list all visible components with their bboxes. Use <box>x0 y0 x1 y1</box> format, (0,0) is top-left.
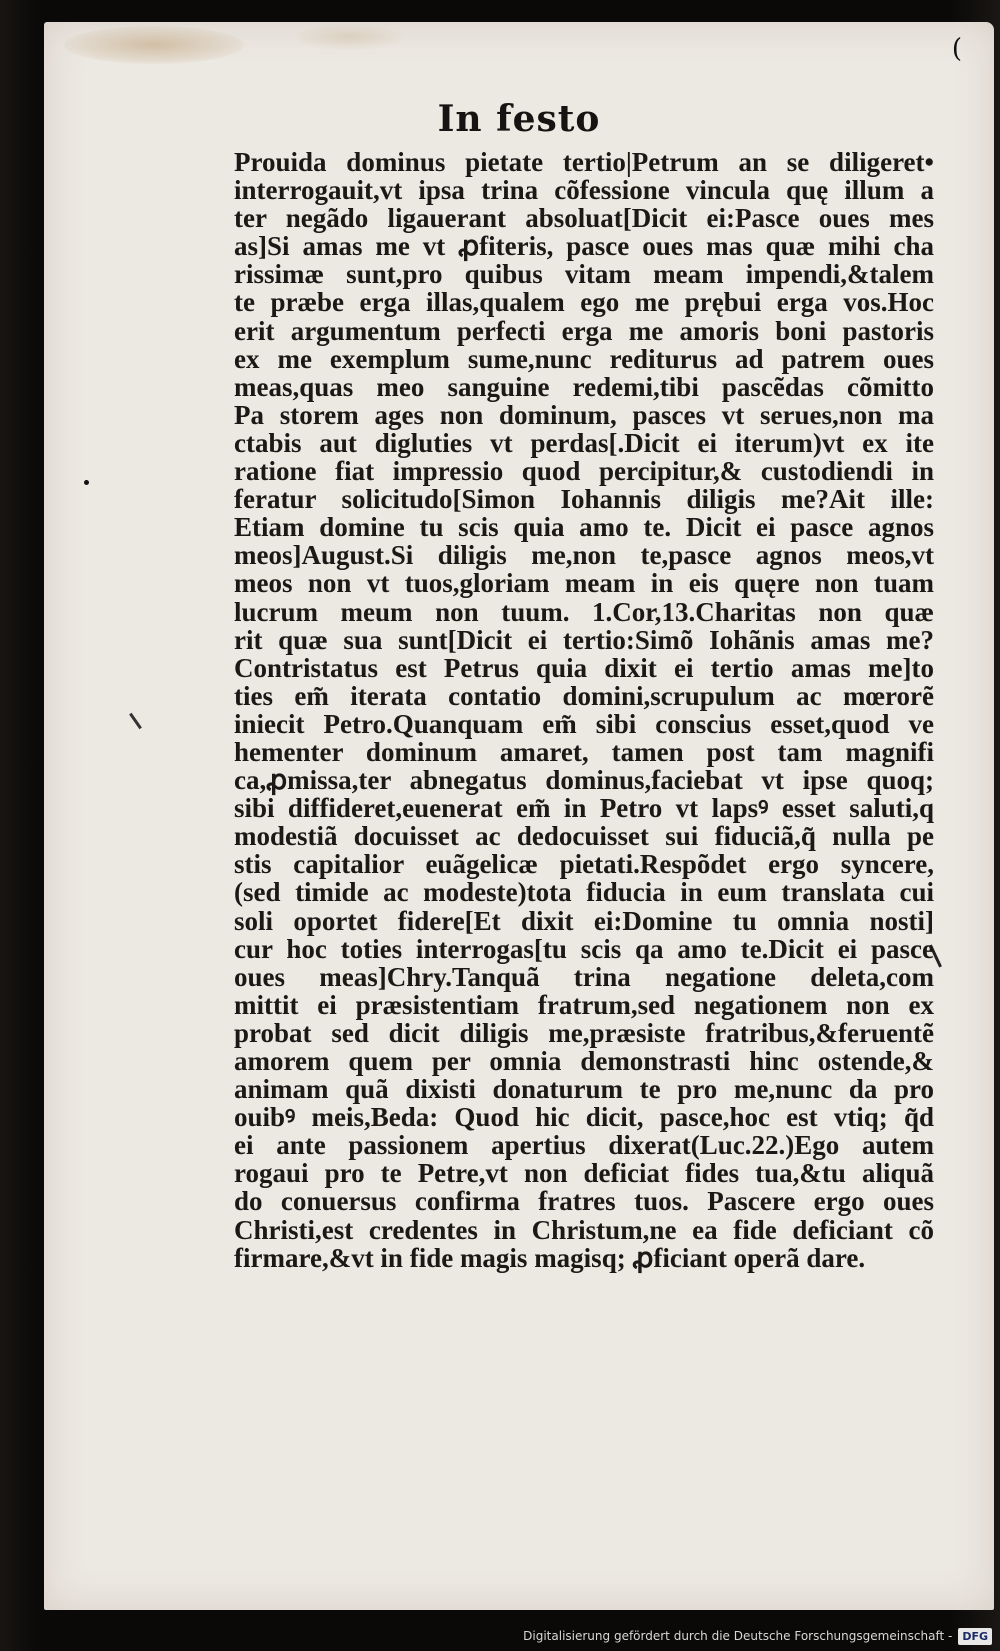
paper-stain <box>64 26 244 64</box>
text-line: lucrum meum non tuum. 1.Cor,13.Charitas non quæ <box>234 596 934 627</box>
text-line: soli oportet fidere[Et dixit ei:Domine tu omnia nosti] <box>234 905 934 936</box>
text-line: ex me exemplum sume,nunc rediturus ad patrem oues <box>234 343 934 374</box>
text-line: hementer dominum amaret, tamen post tam magnifi <box>234 736 934 767</box>
margin-tick <box>129 713 142 729</box>
paper-stain <box>294 24 404 50</box>
text-line: rogaui pro te Petre,vt non deficiat fides tua,&tu aliquã <box>234 1158 934 1189</box>
text-line: meas,quas meo sanguine redemi,tibi pascẽdas cõmitto <box>234 371 934 402</box>
book-page <box>44 22 994 1610</box>
text-line: ouibꝰ meis,Beda: Quod hic dicit, pasce,hoc est vtiq; q̃d <box>234 1102 934 1133</box>
text-line: sibi diffideret,euenerat em̃ in Petro vt lapsꝰ esset saluti,q <box>234 793 934 824</box>
text-line: meos non vt tuos,gloriam meam in eis quęre non tuam <box>234 568 934 599</box>
text-line: amorem quem per omnia demonstrasti hinc ostende,& <box>234 1046 934 1076</box>
text-line: do conuersus confirma fratres tuos. Pascere ergo oues <box>234 1186 934 1217</box>
text-line: as]Si amas me vt ꝓfiteris, pasce oues mas quæ mihi cha <box>234 231 934 262</box>
text-line: rit quæ sua sunt[Dicit ei tertio:Simõ Iohãnis amas me? <box>234 624 934 655</box>
running-head: In festo <box>437 98 601 140</box>
footer-credit-text: Digitalisierung gefördert durch die Deutsche Forschungsgemeinschaft - <box>523 1629 953 1643</box>
text-line: ei ante passionem apertius dixerat(Luc.22.)Ego autem <box>234 1130 934 1161</box>
text-line: Etiam domine tu scis quia amo te. Dicit ei pasce agnos <box>234 512 934 543</box>
text-line: oues meas]Chry.Tanquã trina negatione deleta,com <box>234 961 934 992</box>
text-line: ctabis aut digluties vt perdas[.Dicit ei iterum)vt ex ite <box>234 427 934 458</box>
text-line: (sed timide ac modeste)tota fiducia in eum translata cui <box>234 877 934 908</box>
margin-dot <box>84 480 89 485</box>
text-line: erit argumentum perfecti erga me amoris boni pastoris <box>234 315 934 346</box>
text-line: mittit ei præsistentiam fratrum,sed negationem non ex <box>234 989 934 1020</box>
text-line: modestiã docuisset ac dedocuisset sui fiduciã,q̃ nulla pe <box>234 821 934 852</box>
text-line: rissimæ sunt,pro quibus vitam meam impendi,&talem <box>234 259 934 290</box>
text-line: Prouida dominus pietate tertio|Petrum an se diligeret• <box>234 147 934 177</box>
text-line: ties em̃ iterata contatio domini,scrupulum ac mœrorẽ <box>234 680 934 711</box>
text-line: interrogauit,vt ipsa trina cõfessione vincula quę illum a <box>234 175 934 206</box>
text-line: animam quã dixisti donaturum te pro me,nunc da pro <box>234 1074 934 1105</box>
text-line: meos]August.Si diligis me,non te,pasce agnos meos,vt <box>234 540 934 571</box>
text-line: feratur solicitudo[Simon Iohannis diligis me?Ait ille: <box>234 484 934 515</box>
text-line: Pa storem ages non dominum, pasces vt serues,non ma <box>234 399 934 430</box>
text-block <box>234 148 934 1272</box>
text-line: cur hoc toties interrogas[tu scis qa amo te.Dicit ei pasce <box>234 933 934 964</box>
text-line: ratione fiat impressio quod percipitur,& custodiendi in <box>234 456 934 487</box>
dfg-logo: DFG <box>958 1628 992 1645</box>
text-line: Christi,est credentes in Christum,ne ea fide deficiant cõ <box>234 1214 934 1245</box>
text-line: ca,ꝓmissa,ter abnegatus dominus,faciebat vt ipse quoq; <box>234 765 934 796</box>
text-line: te præbe erga illas,qualem ego me prębui erga vos.Hoc <box>234 287 934 318</box>
text-line: iniecit Petro.Quanquam em̃ sibi conscius esset,quod ve <box>234 708 934 739</box>
footer-credit <box>523 1623 992 1649</box>
text-line: firmare,&vt in fide magis magisq; ꝓficiant operã dare. <box>234 1242 866 1273</box>
text-line: stis capitalior euãgelicæ pietati.Respõdet ergo syncere, <box>234 849 934 880</box>
corner-mark: ( <box>951 34 962 64</box>
text-line: probat sed dicit diligis me,præsiste fratribus,&feruentẽ <box>234 1017 934 1048</box>
text-line: Contristatus est Petrus quia dixit ei tertio amas me]to <box>234 652 934 683</box>
text-line: ter negãdo ligauerant absoluat[Dicit ei:Pasce oues mes <box>234 203 934 234</box>
